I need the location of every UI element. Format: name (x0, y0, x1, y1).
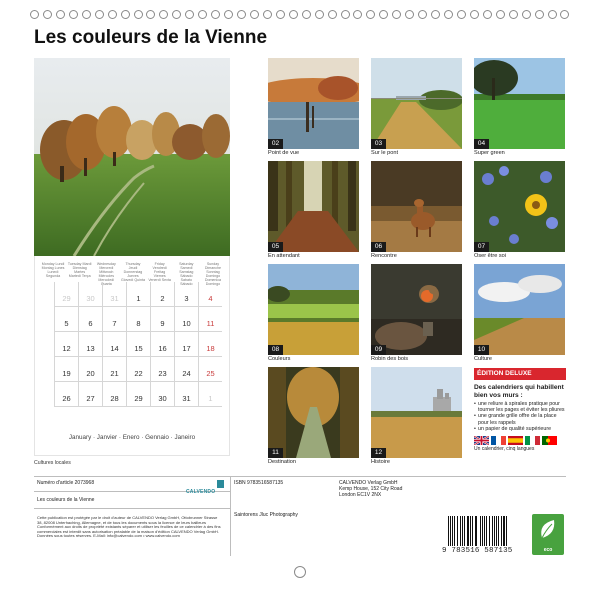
binding-ring (276, 10, 285, 19)
calendar-day: 2 (150, 282, 174, 307)
deluxe-bullet: • une reliure à spirales pratique pour tourner les pages et éviter les pliures (474, 401, 566, 413)
binding-ring (237, 10, 246, 19)
binding-ring (185, 10, 194, 19)
calendar-day: 8 (126, 307, 150, 332)
weekday-label: Tuesday Mardi Dienstag Martes Martedì Terça (67, 262, 92, 278)
thumbnail-11 (268, 367, 359, 458)
binding-ring (353, 10, 362, 19)
calendar-day: 29 (126, 382, 150, 407)
binding-ring (134, 10, 143, 19)
page-title: Les couleurs de la Vienne (34, 27, 268, 48)
binding-ring (289, 10, 298, 19)
thumbnail-caption: En attendant (268, 253, 300, 259)
weekday-label: Friday Vendredi Freitag Viernes Venerdì Sexta (148, 262, 171, 282)
cover-photo-image (34, 58, 230, 256)
calendar-day: 31 (102, 282, 126, 307)
uk-flag-icon (474, 436, 489, 445)
calendar-day: 26 (54, 382, 78, 407)
spiral-binding (30, 10, 570, 20)
binding-ring (56, 10, 65, 19)
deluxe-list (474, 401, 566, 432)
photographer: Saintorens Jluc Photography (234, 512, 298, 518)
cover-caption: Cultures locales (34, 460, 71, 466)
hanging-hole (294, 566, 306, 578)
thumbnail-10 (474, 264, 565, 355)
leaf-icon (532, 514, 564, 544)
weekday-label: Wednesday Mercredi Mittwoch Miércoles Mercoledì Quarta (96, 262, 116, 286)
calendar-day: 10 (174, 307, 198, 332)
calvendo-logo-mark (217, 480, 224, 488)
binding-ring (315, 10, 324, 19)
calendar-day: 1 (198, 382, 222, 407)
thumbnail-12 (371, 367, 462, 458)
calendar-day: 4 (198, 282, 222, 307)
deluxe-bullet: • un papier de qualité supérieure (474, 426, 566, 432)
thumbnail-caption: Rencontre (371, 253, 397, 259)
binding-ring (198, 10, 207, 19)
deluxe-heading: Des calendriers qui habillent bien vos murs : (474, 384, 564, 399)
calendar-day: 25 (198, 357, 222, 382)
calendar-day: 19 (54, 357, 78, 382)
thumbnail-06 (371, 161, 462, 252)
footer-divider (230, 476, 231, 556)
language-flags (474, 436, 566, 445)
binding-ring (172, 10, 181, 19)
binding-ring (535, 10, 544, 19)
binding-ring (263, 10, 272, 19)
mini-calendar-grid (54, 282, 222, 407)
eco-label (532, 514, 564, 555)
thumbnail-caption: Couleurs (268, 356, 291, 362)
calendar-day: 11 (198, 307, 222, 332)
isbn: ISBN 9783516587135 (234, 480, 284, 486)
weekday-label: Monday Lundi Montag Lunes Lunedì Segunda (41, 262, 65, 278)
binding-ring (366, 10, 375, 19)
binding-ring (483, 10, 492, 19)
weekday-label: Sunday Dimanche Sonntag Domingo Domenica Domingo (204, 262, 222, 286)
calendar-day: 22 (126, 357, 150, 382)
thumbnail-caption: Point de vue (268, 150, 300, 156)
publisher-line: CALVENDO Verlag GmbH (339, 480, 398, 486)
calendar-day: 24 (174, 357, 198, 382)
calendar-day: 3 (174, 282, 198, 307)
eco-label-text: eco (543, 547, 553, 553)
calendar-day: 17 (174, 332, 198, 357)
thumbnail-07 (474, 161, 565, 252)
binding-ring (95, 10, 104, 19)
binding-ring (69, 10, 78, 19)
thumbnail-number: 09 (371, 345, 386, 355)
france-flag-icon (491, 436, 506, 445)
binding-ring (211, 10, 220, 19)
calendar-day: 30 (78, 282, 102, 307)
publisher-line: London EC1V 2NX (339, 492, 382, 498)
binding-ring (405, 10, 414, 19)
binding-ring (560, 10, 569, 19)
binding-ring (224, 10, 233, 19)
cover-photo (34, 58, 230, 256)
weekday-label: Thursday Jeudi Donnerstag Jueves Giovedì Quinta (120, 262, 145, 282)
binding-ring (30, 10, 39, 19)
calendar-day: 13 (78, 332, 102, 357)
barcode-number: 9 783516 587135 (442, 547, 513, 555)
binding-ring (108, 10, 117, 19)
calendar-day: 6 (78, 307, 102, 332)
deluxe-bullet: • une grande grille offre de la place pour les rappels (474, 413, 566, 425)
binding-ring (522, 10, 531, 19)
thumbnail-caption: Culture (474, 356, 493, 362)
thumbnail-number: 08 (268, 345, 283, 355)
calvendo-logo-text: CALVENDO (186, 489, 216, 495)
footer-divider (34, 508, 230, 509)
binding-ring (418, 10, 427, 19)
thumbnail-caption: Super green (474, 150, 505, 156)
thumbnail-number: 12 (371, 448, 386, 458)
thumbnail-02 (268, 58, 359, 149)
calendar-day: 16 (150, 332, 174, 357)
thumbnail-number: 06 (371, 242, 386, 252)
legal-notice: Cette publication est protégée par le droit d'auteur de CALVENDO Verlag GmbH, Ottobrunner Strasse 38, 82008 Unterhaching, Allemagne, et de tous les documents sous la licence de leurs bailleurs Conformément aux droits de propriété existants séparer et utiliser les feuilles de ce calendrier à des fins commerciales est interdit sans autorisation préalable de la maison d'édition CALVENDO Verlag GmbH. Données sous toutes réserves. E-Mail: info@calvendo.com • www.calvendo.com (37, 515, 221, 539)
thumbnail-caption: Oser être soi (474, 253, 507, 259)
thumbnail-caption: Sur le pont (371, 150, 399, 156)
spain-flag-icon (508, 436, 523, 445)
calendar-day: 15 (126, 332, 150, 357)
binding-ring (431, 10, 440, 19)
calendar-day: 1 (126, 282, 150, 307)
thumbnail-03 (371, 58, 462, 149)
binding-ring (470, 10, 479, 19)
calendar-day: 28 (102, 382, 126, 407)
binding-ring (392, 10, 401, 19)
calendar-day: 20 (78, 357, 102, 382)
binding-ring (250, 10, 259, 19)
italy-flag-icon (525, 436, 540, 445)
binding-ring (548, 10, 557, 19)
calendar-day: 23 (150, 357, 174, 382)
thumbnail-number: 07 (474, 242, 489, 252)
binding-ring (302, 10, 311, 19)
deluxe-badge: ÉDITION DELUXE (474, 368, 566, 380)
binding-ring (457, 10, 466, 19)
mini-calendar-month: January · Janvier · Enero · Gennaio · Janeiro (68, 434, 196, 441)
thumbnail-caption: Destination (268, 459, 296, 465)
publisher-line: Kemp House, 152 City Road (339, 486, 403, 492)
barcode (442, 514, 532, 558)
calendar-day: 9 (150, 307, 174, 332)
calendar-day: 14 (102, 332, 126, 357)
calendar-day: 7 (102, 307, 126, 332)
calendar-day: 21 (102, 357, 126, 382)
barcode-bars (448, 516, 530, 546)
footer-divider (34, 476, 566, 477)
binding-ring (159, 10, 168, 19)
binding-ring (341, 10, 350, 19)
binding-ring (444, 10, 453, 19)
calendar-day: 31 (174, 382, 198, 407)
thumbnail-08 (268, 264, 359, 355)
thumbnail-caption: Robin des bois (371, 356, 409, 362)
thumbnail-number: 04 (474, 139, 489, 149)
calendar-day: 29 (54, 282, 78, 307)
binding-ring (509, 10, 518, 19)
thumbnail-caption: Histoire (371, 459, 390, 465)
calendar-day: 12 (54, 332, 78, 357)
portugal-flag-icon (542, 436, 557, 445)
thumbnail-04 (474, 58, 565, 149)
binding-ring (496, 10, 505, 19)
binding-ring (379, 10, 388, 19)
flags-caption: Un calendrier, cinq langues (474, 446, 535, 453)
binding-ring (121, 10, 130, 19)
product-title: Les couleurs de la Vienne (37, 497, 95, 503)
barcode-bar (507, 516, 509, 546)
calendar-day: 5 (54, 307, 78, 332)
thumbnail-05 (268, 161, 359, 252)
thumbnail-number: 10 (474, 345, 489, 355)
calvendo-logo (186, 480, 224, 495)
thumbnail-09 (371, 264, 462, 355)
calendar-day: 30 (150, 382, 174, 407)
binding-ring (43, 10, 52, 19)
binding-ring (146, 10, 155, 19)
article-number: Numéro d'article 2073968 (37, 480, 95, 486)
calendar-day: 18 (198, 332, 222, 357)
binding-ring (82, 10, 91, 19)
thumbnail-number: 11 (268, 448, 283, 458)
deluxe-info (474, 368, 566, 452)
weekday-label: Saturday Samedi Samstag Sábado Sabato Sábado (179, 262, 194, 286)
mini-calendar (34, 256, 230, 456)
thumbnail-number: 05 (268, 242, 283, 252)
thumbnail-number: 02 (268, 139, 283, 149)
thumbnail-number: 03 (371, 139, 386, 149)
binding-ring (328, 10, 337, 19)
calendar-day: 27 (78, 382, 102, 407)
